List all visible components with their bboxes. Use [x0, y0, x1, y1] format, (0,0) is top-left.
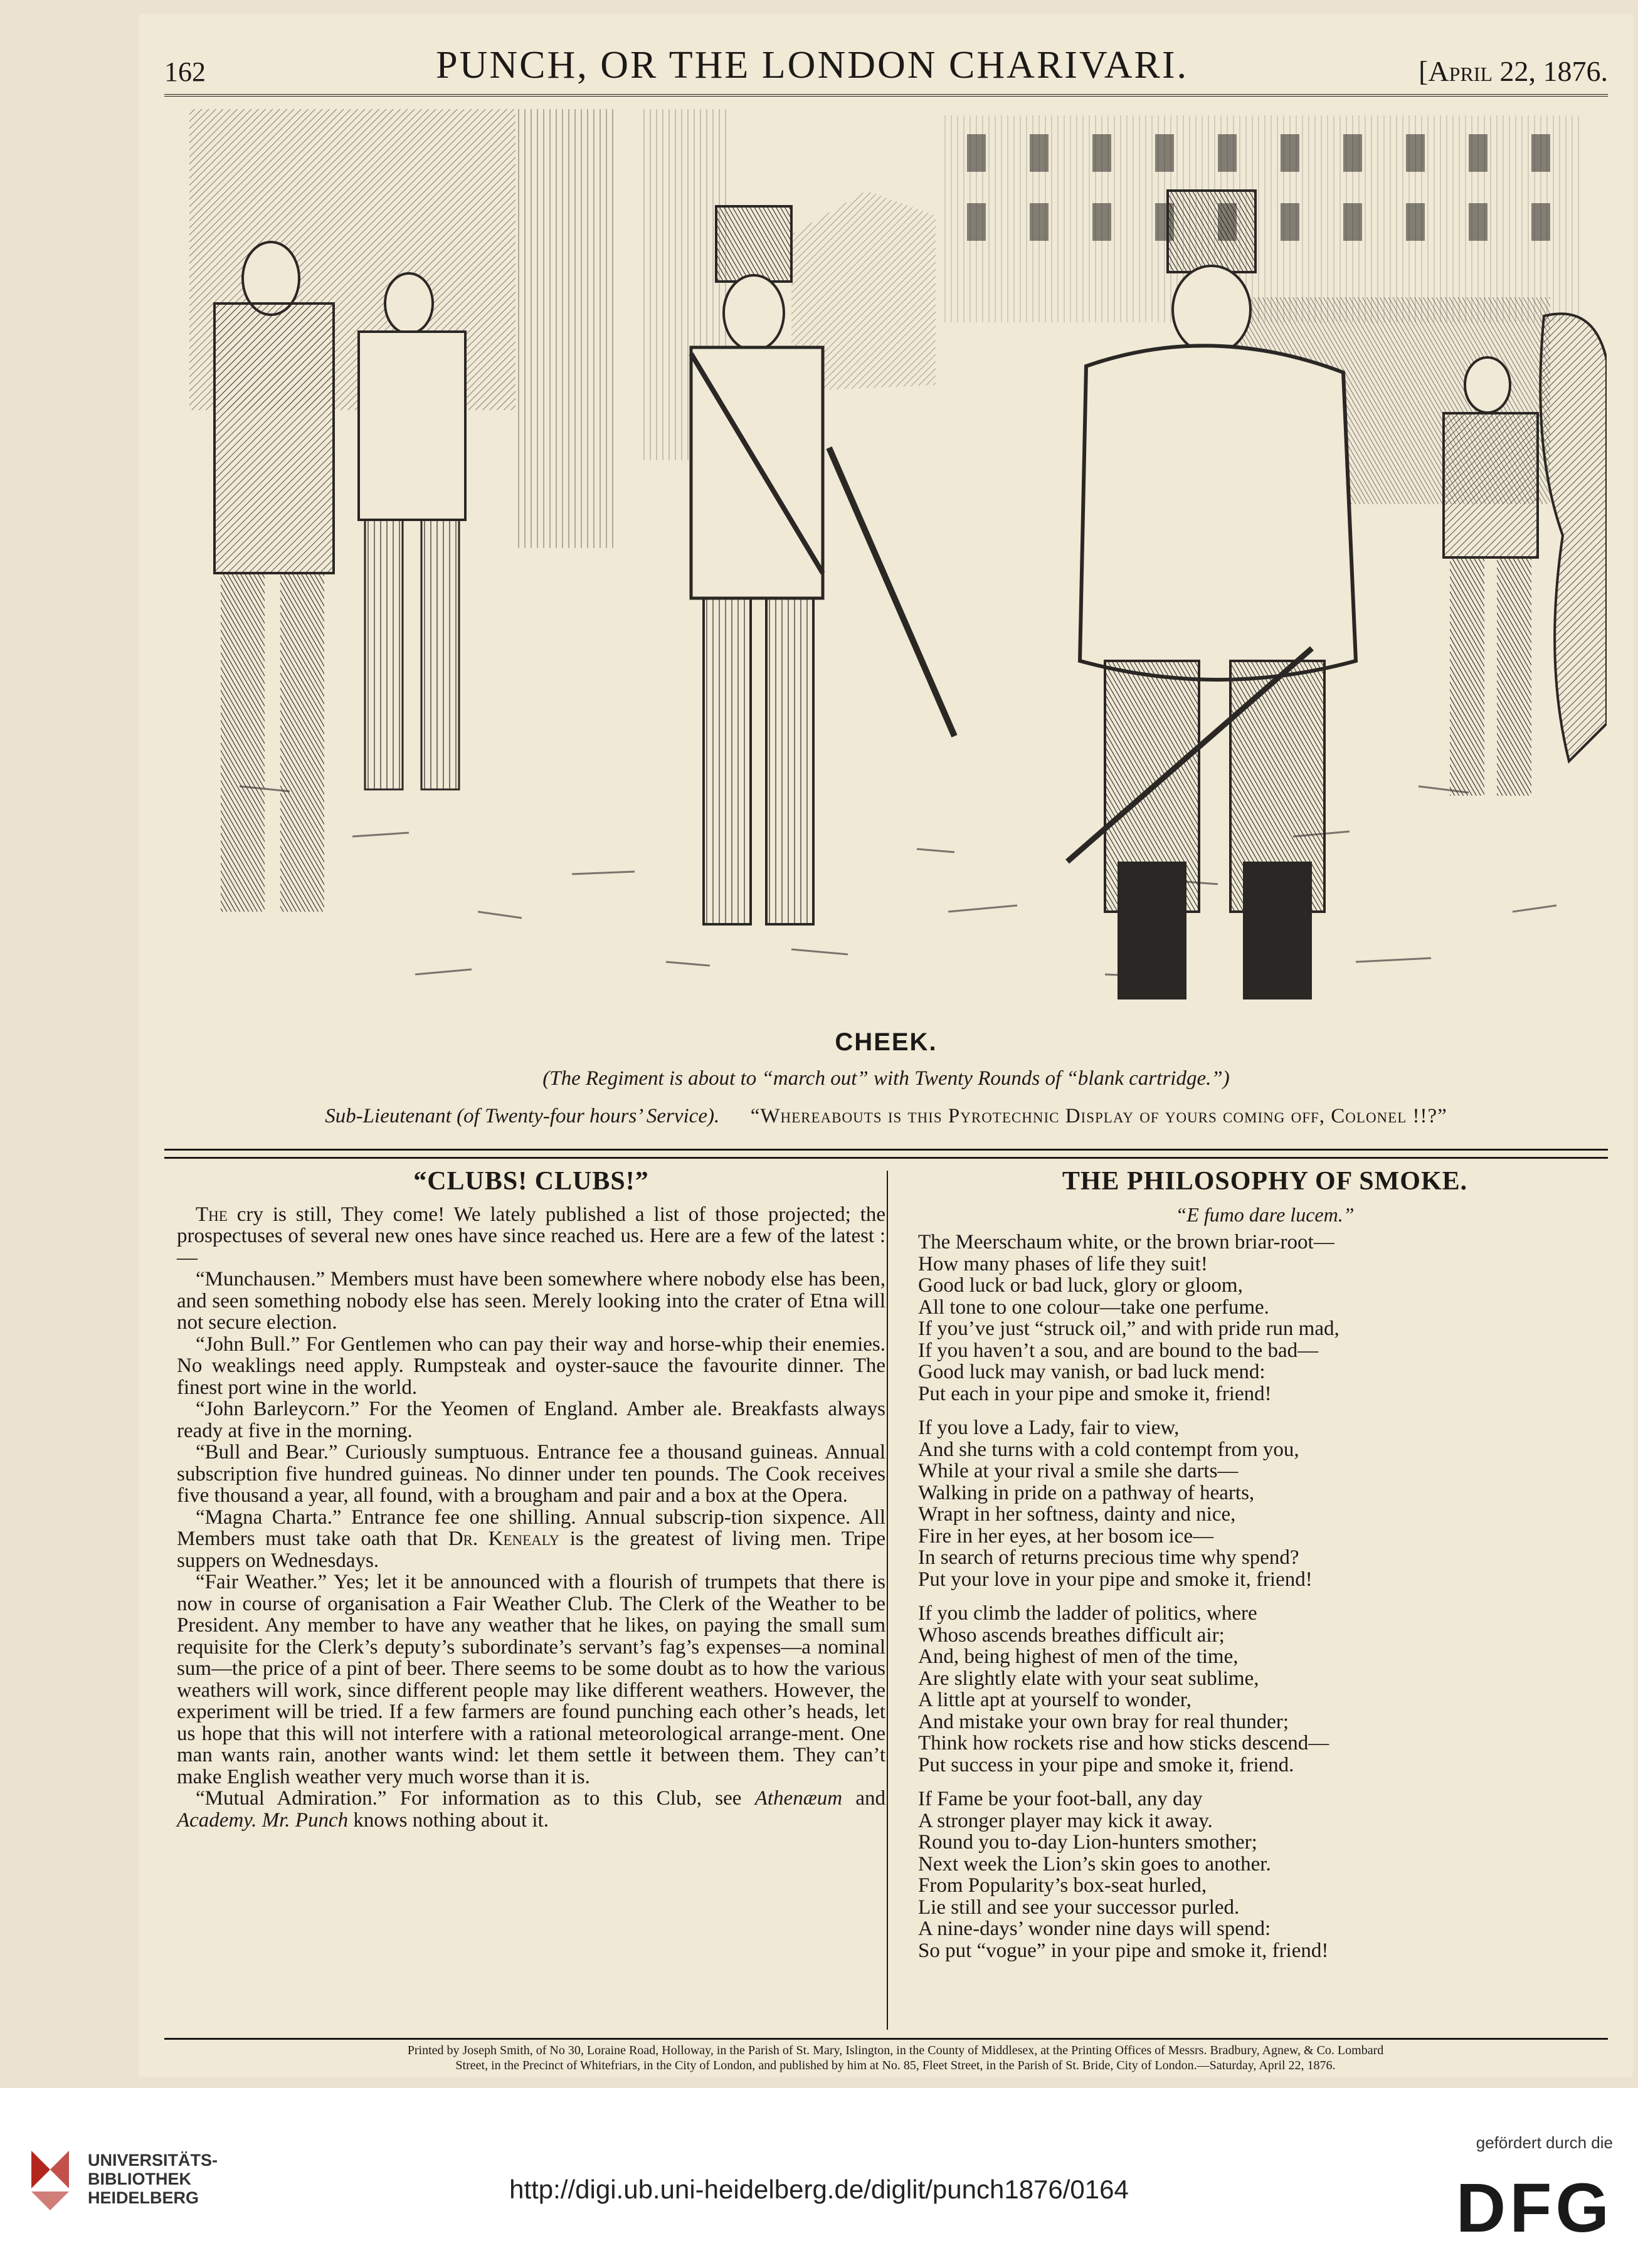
- clubs-athenaeum: Athenæum: [754, 1787, 843, 1810]
- clubs-paragraph-6-b: is the greatest of living men. Tripe suppers on Wednesdays.: [177, 1527, 886, 1572]
- library-name-line-2: BIBLIOTHEK: [88, 2170, 191, 2188]
- clubs-lead-word: The: [196, 1203, 228, 1226]
- verse-line: Put success in your pipe and smoke it, friend.: [918, 1753, 1294, 1776]
- section-divider: [164, 1149, 1608, 1159]
- verse-line: If you haven’t a sou, and are bound to the bad—: [918, 1339, 1319, 1362]
- clubs-and: and: [855, 1787, 885, 1810]
- magazine-page: [139, 14, 1633, 2077]
- caption-spacer: [724, 1105, 745, 1127]
- cartoon-note: (The Regiment is about to “march out” with Twenty Rounds of “blank cartridge.”): [542, 1067, 1230, 1090]
- verse-line: The Meerschaum white, or the brown briar-root—: [918, 1231, 1334, 1253]
- clubs-article: [177, 1167, 886, 2030]
- verse-line: And she turns with a cold contempt from you,: [918, 1438, 1299, 1461]
- smoke-epigraph: “E fumo dare lucem.”: [1175, 1203, 1355, 1226]
- verse-line: Are slightly elate with your seat sublime,: [918, 1667, 1259, 1690]
- verse-line: If you climb the ladder of politics, where: [918, 1602, 1257, 1625]
- verse-line: Wrapt in her softness, dainty and nice,: [918, 1503, 1236, 1526]
- page-number: 162: [164, 56, 206, 87]
- smoke-poem: [911, 1167, 1619, 2030]
- verse-line: And mistake your own bray for real thunder;: [918, 1710, 1289, 1733]
- pillar: [515, 109, 616, 548]
- running-head: [164, 31, 1608, 97]
- imprint-line-2: Street, in the Precinct of Whitefriars, in the City of London, and published by him at No. 85, Fleet Street, in the Parish of St. Bride, City of London.—Saturday, April 22, 1876.: [455, 2059, 1336, 2072]
- verse-line: All tone to one colour—take one perfume.: [918, 1295, 1269, 1319]
- clubs-academy: Academy.: [177, 1808, 257, 1832]
- verse-line: A little apt at yourself to wonder,: [918, 1689, 1192, 1711]
- verse-line: Lie still and see your successor purled.: [918, 1896, 1240, 1919]
- clubs-paragraph-3: “John Bull.” For Gentlemen who can pay their way and horse-whip their enemies. No weaklings need apply. Rumpsteak and oyster-sauce the favourite dinner. The finest port wine in the world.: [177, 1332, 885, 1399]
- verse-line: Put your love in your pipe and smoke it, friend!: [918, 1568, 1313, 1591]
- verse-line: Think how rockets rise and how sticks descend—: [918, 1732, 1329, 1754]
- verse-line: A nine-days’ wonder nine days will spend:: [918, 1917, 1271, 1940]
- smoke-stanza-4: [911, 1788, 1619, 1961]
- verse-line: Round you to-day Lion-hunters smother;: [918, 1831, 1257, 1854]
- clubs-paragraph-8-a: “Mutual Admiration.” For information as to this Club, see: [196, 1787, 742, 1810]
- source-url-link[interactable]: http://digi.ub.uni-heidelberg.de/diglit/punch1876/0164: [509, 2175, 1129, 2204]
- verse-line: Good luck or bad luck, glory or gloom,: [918, 1274, 1243, 1297]
- cartoon-title: CHEEK.: [835, 1028, 938, 1056]
- verse-line: And, being highest of men of the time,: [918, 1645, 1239, 1668]
- verse-line: If you’ve just “struck oil,” and with pride run mad,: [918, 1317, 1339, 1340]
- verse-line: While at your rival a smile she darts—: [918, 1460, 1239, 1482]
- clubs-paragraph-6: [177, 1507, 885, 1572]
- clubs-paragraph-5: “Bull and Bear.” Curiously sumptuous. Entrance fee a thousand guineas. Annual subscription five hundred guineas. No dinner under ten pounds. The Cook receives five thousand a year, all found, with a brougham and pair and a box at the Opera.: [177, 1441, 885, 1507]
- clubs-paragraph-6-a: “Magna Charta.” Entrance fee one shilling. Annual subscrip-tion sixpence. All Members must take oath that: [177, 1506, 885, 1550]
- caption-speaker: Sub-Lieutenant (of Twenty-four hours’ Service).: [325, 1105, 720, 1127]
- smoke-stanza-1: [911, 1232, 1619, 1405]
- journal-title: PUNCH, OR THE LONDON CHARIVARI.: [436, 44, 1188, 87]
- clubs-paragraph-8-b: knows nothing about it.: [353, 1808, 549, 1832]
- printer-imprint: [214, 2043, 1577, 2073]
- smoke-heading: THE PHILOSOPHY OF SMOKE.: [1062, 1167, 1468, 1196]
- clubs-paragraph-7: “Fair Weather.” Yes; let it be announced with a flourish of trumpets that there is now in course of organisation a Fair Weather Club. The Clerk of the Weather to be President. Any member to have any weather that he likes, on paying the small sum requisite for the Clerk’s deputy’s subordinate’s servant’s fag’s expenses—a nominal sum—the price of a pint of beer. There seems to be some doubt as to how the various weathers will work, since different people may like different weathers. However, the experiment will be tried. If a few farmers are found punching each other’s heads, let us hope that this will not interfere with a rational meteorological arrange-ment. One man wants rain, another wants wind: let them settle it between them. They can’t make English weather very much worse than it is.: [177, 1571, 885, 1788]
- verse-line: Whoso ascends breathes difficult air;: [918, 1623, 1225, 1647]
- verse-line: From Popularity’s box-seat hurled,: [918, 1874, 1207, 1897]
- verse-line: Walking in pride on a pathway of hearts,: [918, 1481, 1255, 1504]
- clubs-kenealy-name: Dr. Kenealy: [448, 1527, 560, 1550]
- issue-date: [April 22, 1876.: [1419, 55, 1608, 87]
- funding-note: gefördert durch die: [1476, 2133, 1613, 2152]
- clubs-paragraph-4: “John Barleycorn.” For the Yeomen of England. Amber ale. Breakfasts always ready at five in the morning.: [177, 1398, 885, 1442]
- cartoon-illustration: [164, 97, 1607, 1012]
- verse-line: If you love a Lady, fair to view,: [918, 1416, 1180, 1439]
- imprint-rule: [164, 2038, 1608, 2040]
- caption-speech: “Whereabouts is this Pyrotechnic Display of yours coming off, Colonel !!?”: [750, 1105, 1447, 1127]
- verse-line: Fire in her eyes, at her bosom ice—: [918, 1524, 1214, 1548]
- cartoon-engraving: [164, 97, 1607, 1012]
- library-name-line-1: UNIVERSITÄTS-: [88, 2151, 218, 2170]
- clubs-paragraph-1: [177, 1204, 885, 1269]
- clubs-paragraph-8: [177, 1788, 885, 1831]
- verse-line: So put “vogue” in your pipe and smoke it, friend!: [918, 1939, 1329, 1962]
- clubs-heading: “CLUBS! CLUBS!”: [413, 1167, 649, 1196]
- smoke-stanza-2: [911, 1417, 1619, 1590]
- clubs-mr-punch: Mr. Punch: [262, 1808, 349, 1832]
- verse-line: Next week the Lion’s skin goes to another.: [918, 1852, 1271, 1875]
- verse-line: How many phases of life they suit!: [918, 1252, 1208, 1275]
- dfg-logo: DFG: [1456, 2170, 1613, 2247]
- verse-line: In search of returns precious time why spend?: [918, 1546, 1299, 1569]
- digitization-footer: [0, 2088, 1638, 2268]
- verse-line: Good luck may vanish, or bad luck mend:: [918, 1361, 1265, 1383]
- column-divider: [887, 1171, 888, 2030]
- clubs-paragraph-1-text: cry is still, They come! We lately published a list of those projected; the prospectuses of several new ones have since reached us. Here are a few of the latest :—: [177, 1203, 885, 1269]
- smoke-stanza-3: [911, 1603, 1619, 1776]
- library-name-line-3: HEIDELBERG: [88, 2188, 199, 2207]
- imprint-line-1: Printed by Joseph Smith, of No 30, Loraine Road, Holloway, in the Parish of St. Mary, Islington, in the County of Middlesex, at the Printing Offices of Messrs. Bradbury, Agnew, & Co. Lombard: [407, 2044, 1384, 2057]
- cartoon-caption: [164, 1105, 1608, 1128]
- clubs-paragraph-2: “Munchausen.” Members must have been somewhere where nobody else has been, and seen something nobody else has seen. Merely looking into the crater of Etna will not secure election.: [177, 1268, 885, 1334]
- verse-line: Put each in your pipe and smoke it, friend!: [918, 1382, 1272, 1405]
- verse-line: If Fame be your foot-ball, any day: [918, 1788, 1203, 1810]
- verse-line: A stronger player may kick it away.: [918, 1809, 1213, 1832]
